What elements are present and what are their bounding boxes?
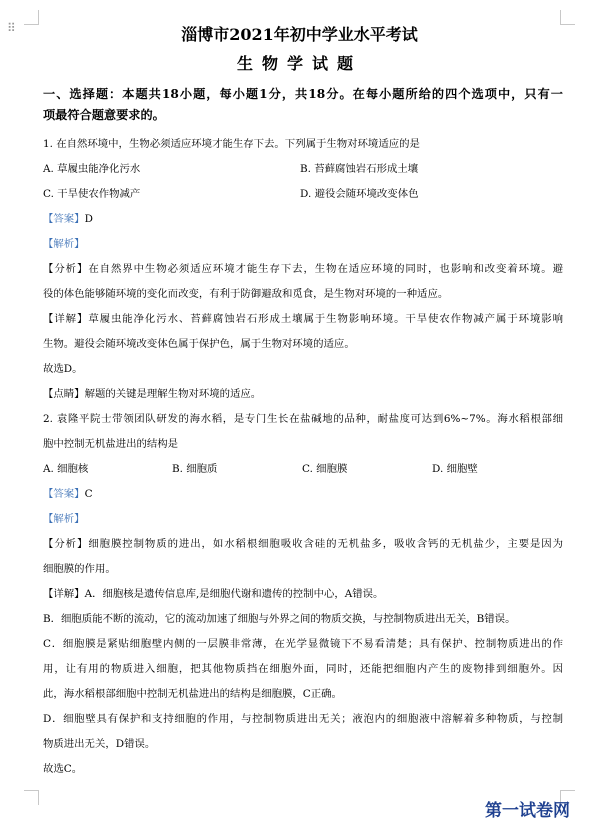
q2-fenxi-text1: 细胞膜控制物质的进出，如水稻根细胞吸收含硅的无机盐多，吸收含钙的无机盐少，主要是因为 xyxy=(88,538,564,550)
drag-handle-icon[interactable]: ⠿ xyxy=(7,21,15,35)
q2-option-b: B. 细胞质 xyxy=(172,463,218,475)
q1-dianjing-line xyxy=(43,387,563,401)
q2-stem-line1: 2. 袁隆平院士带领团队研发的海水稻，是专门生长在盐碱地的品种，耐盐度可达到6%~7%。海水稻根部细 xyxy=(43,413,563,425)
q1-xiangjie-text1: 草履虫能净化污水、苔藓腐蚀岩石形成土壤属于生物影响环境。干旱使农作物减产属于环境影响 xyxy=(88,313,564,325)
q1-answer: D xyxy=(84,213,93,225)
q2-xiangjie-d2: 物质进出无关，D错误。 xyxy=(43,738,156,750)
q2-xiangjie-b: B．细胞质能不断的流动，它的流动加速了细胞与外界之间的物质交换，与控制物质进出无关，B错误。 xyxy=(43,613,516,625)
q1-option-a: A. 草履虫能净化污水 xyxy=(43,163,141,175)
q2-option-d: D. 细胞壁 xyxy=(432,463,478,475)
q2-answer: C xyxy=(84,488,93,500)
section-heading-line2: 项最符合题意要求的。 xyxy=(43,108,165,122)
q2-answer-tag: 【答案】 xyxy=(43,488,85,500)
q2-xiangjie-a-text: A．细胞核是遗传信息库,是细胞代谢和遗传的控制中心，A错误。 xyxy=(84,588,384,600)
q1-xiangjie-line2: 生物。避役会随环境改变体色属于保护色，属于生物对环境的适应。 xyxy=(43,338,355,350)
section-heading-line1: 一、选择题：本题共18小题，每小题1分，共18分。在每小题所给的四个选项中，只有一 xyxy=(43,87,563,101)
q2-xiangjie-c3: 此，海水稻根部细胞中控制无机盐进出的结构是细胞膜，C正确。 xyxy=(43,688,342,700)
q2-xiangjie-a xyxy=(43,587,563,601)
q2-option-a: A. 细胞核 xyxy=(43,463,89,475)
q1-fenxi-text1: 在自然界中生物必须适应环境才能生存下去，生物在适应环境的同时，也影响和改变着环境。避 xyxy=(88,263,564,275)
q2-fenxi-tag: 【分析】 xyxy=(43,538,89,550)
q1-dianjing-tag: 【点睛】 xyxy=(43,388,85,400)
q1-analysis-tag: 【解析】 xyxy=(43,238,85,250)
q2-conclusion: 故选C。 xyxy=(43,763,83,775)
q1-option-d: D. 避役会随环境改变体色 xyxy=(300,188,419,200)
q2-option-c: C. 细胞膜 xyxy=(302,463,348,475)
q1-xiangjie-tag: 【详解】 xyxy=(43,313,89,325)
q2-xiangjie-c1: C．细胞膜是紧贴细胞壁内侧的一层膜非常薄，在光学显微镜下不易看清楚；具有保护、控制物质进出的作 xyxy=(43,638,563,650)
crop-mark-bottom-left xyxy=(24,790,39,805)
page-subtitle: 生物学试题 xyxy=(236,54,362,73)
q2-xiangjie-d1: D．细胞壁具有保护和支持细胞的作用，与控制物质进出无关；液泡内的细胞液中溶解着多种物质，与控制 xyxy=(43,713,563,725)
q1-xiangjie-line1 xyxy=(43,312,563,326)
q1-stem: 1. 在自然环境中，生物必须适应环境才能生存下去。下列属于生物对环境适应的是 xyxy=(43,138,420,150)
q2-stem-line2: 胞中控制无机盐进出的结构是 xyxy=(43,438,179,450)
q2-analysis-tag: 【解析】 xyxy=(43,513,85,525)
q1-dianjing-text: 解题的关键是理解生物对环境的适应。 xyxy=(84,388,262,400)
q1-answer-tag: 【答案】 xyxy=(43,213,85,225)
q2-xiangjie-c2: 用，让有用的物质进入细胞，把其他物质挡在细胞外面，同时，还能把细胞内产生的废物排到细胞外。因 xyxy=(43,663,563,675)
q2-fenxi-line2: 细胞膜的作用。 xyxy=(43,563,116,575)
page-title: 淄博市2021年初中学业水平考试 xyxy=(181,25,418,44)
watermark-logo: 第一试卷网 xyxy=(485,801,570,821)
q1-fenxi-line2: 役的体色能够随环境的变化而改变，有利于防御避敌和觅食，是生物对环境的一种适应。 xyxy=(43,288,449,300)
q1-option-c: C. 干旱使农作物减产 xyxy=(43,188,141,200)
q1-fenxi-tag: 【分析】 xyxy=(43,263,89,275)
q1-answer-line xyxy=(43,212,563,226)
q2-answer-line xyxy=(43,487,563,501)
q1-fenxi-line1 xyxy=(43,262,563,276)
q1-option-b: B. 苔藓腐蚀岩石形成土壤 xyxy=(300,163,419,175)
q1-conclusion: 故选D。 xyxy=(43,363,83,375)
q2-xiangjie-tag: 【详解】 xyxy=(43,588,85,600)
q2-fenxi-line1 xyxy=(43,537,563,551)
